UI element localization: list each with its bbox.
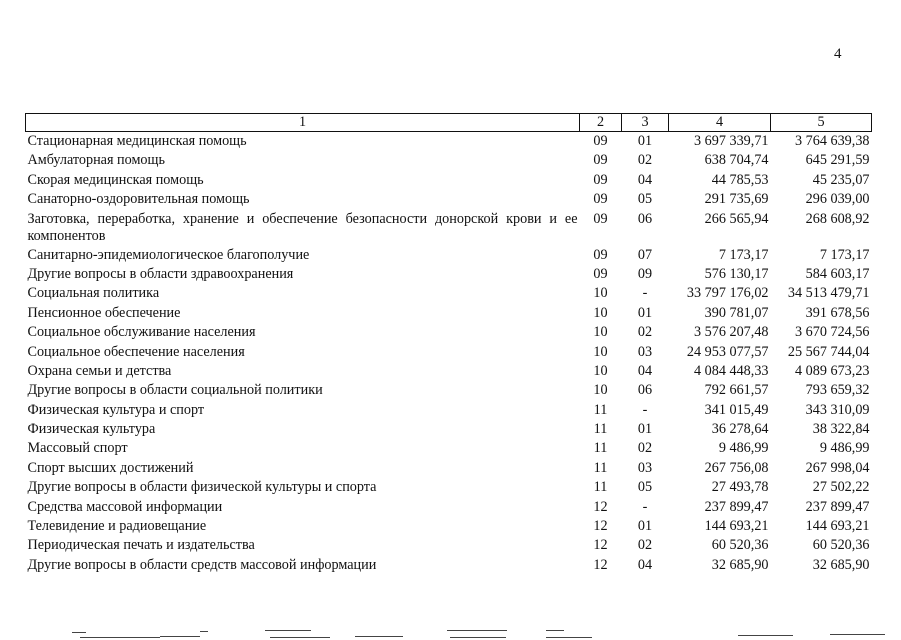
row-value-4: 576 130,17 [704,265,769,282]
row-value-5: 34 513 479,71 [787,285,870,302]
row-name: Физическая культура [27,421,156,438]
row-subsection-code: 05 [637,191,653,208]
row-subsection-code: 01 [637,304,653,321]
column-header-name: 1 [26,114,580,132]
row-name: Социальное обеспечение населения [27,343,245,360]
row-section-code: 10 [593,304,608,321]
table-row [26,478,872,497]
table-row [26,265,872,284]
row-section-code: 09 [593,133,608,149]
row-section-code: 11 [593,421,608,438]
table-row [26,171,872,190]
row-section-code: 09 [593,265,608,282]
budget-table [25,113,872,575]
row-value-5: 3 764 639,38 [795,133,870,149]
row-value-4: 792 661,57 [704,382,769,399]
table-row [26,362,872,381]
table-row [26,401,872,420]
row-value-4: 32 685,90 [711,556,769,573]
row-value-4: 33 797 176,02 [686,285,769,302]
row-section-code: 10 [593,343,608,360]
row-value-5: 296 039,00 [805,191,870,208]
row-name: Периодическая печать и издательства [27,537,255,554]
row-value-5: 45 235,07 [812,171,870,188]
row-value-4: 7 173,17 [718,246,769,263]
row-section-code: 09 [593,171,608,188]
row-value-4: 24 953 077,57 [686,343,769,360]
row-value-4: 237 899,47 [704,498,769,515]
column-header-section: 2 [580,114,622,132]
row-subsection-code: 04 [637,171,653,188]
table-row [26,498,872,517]
row-value-4: 27 493,78 [711,479,769,496]
row-value-5: 237 899,47 [805,498,870,515]
row-value-4: 266 565,94 [704,210,769,227]
row-section-code: 09 [593,191,608,208]
row-name: Другие вопросы в области средств массовой информации [27,556,377,573]
row-section-code: 10 [593,382,608,399]
row-value-5: 32 685,90 [812,556,870,573]
row-name: Массовый спорт [27,440,128,457]
row-name: Средства массовой информации [27,498,223,515]
row-name: Скорая медицинская помощь [27,171,204,188]
page-number: 4 [834,46,842,62]
row-value-5: 268 608,92 [805,210,870,227]
row-name: Стационарная медицинская помощь [27,133,247,149]
row-value-4: 9 486,99 [718,440,769,457]
row-value-4: 44 785,53 [711,171,769,188]
row-value-5: 38 322,84 [812,421,870,438]
row-value-4: 291 735,69 [704,191,769,208]
row-subsection-code: 05 [637,479,653,496]
row-value-4: 4 084 448,33 [694,362,769,379]
row-name: Спорт высших достижений [27,459,194,476]
column-header-subsection: 3 [622,114,669,132]
row-value-4: 638 704,74 [704,152,769,169]
row-subsection-code: - [642,401,648,418]
table-row [26,556,872,575]
row-section-code: 12 [593,556,608,573]
row-value-4: 3 697 339,71 [694,133,769,149]
row-subsection-code: 02 [637,537,653,554]
row-subsection-code: 03 [637,459,653,476]
row-name: Заготовка, переработка, хранение и обеспечение безопасности донорской крови и ее компонентов [27,210,578,244]
column-header-value-5: 5 [771,114,872,132]
row-subsection-code: - [642,498,648,515]
row-value-4: 144 693,21 [704,518,769,535]
row-section-code: 11 [593,459,608,476]
row-value-5: 584 603,17 [805,265,870,282]
row-section-code: 09 [593,152,608,169]
scan-edge-marks [0,628,901,640]
row-value-5: 27 502,22 [812,479,870,496]
table-row [26,304,872,323]
row-value-5: 267 998,04 [805,459,870,476]
row-name: Другие вопросы в области физической культуры и спорта [27,479,377,496]
row-subsection-code: 07 [637,246,653,263]
row-subsection-code: 06 [637,210,653,227]
row-value-5: 9 486,99 [819,440,870,457]
row-subsection-code: 09 [637,265,653,282]
table-row [26,459,872,478]
row-value-5: 4 089 673,23 [795,362,870,379]
row-value-4: 390 781,07 [704,304,769,321]
row-subsection-code: 02 [637,324,653,341]
table-header-row [26,114,872,132]
row-name: Санаторно-оздоровительная помощь [27,191,250,208]
table-row [26,323,872,342]
row-subsection-code: - [642,285,648,302]
row-value-4: 267 756,08 [704,459,769,476]
row-value-4: 60 520,36 [711,537,769,554]
row-name: Другие вопросы в области здравоохранения [27,265,294,282]
table-row [26,536,872,555]
row-name: Социальное обслуживание населения [27,324,256,341]
row-section-code: 11 [593,401,608,418]
row-section-code: 12 [593,498,608,515]
row-value-4: 36 278,64 [711,421,769,438]
row-name: Телевидение и радиовещание [27,518,207,535]
row-section-code: 11 [593,479,608,496]
row-name: Физическая культура и спорт [27,401,205,418]
row-name: Амбулаторная помощь [27,152,165,169]
table-row [26,190,872,209]
row-value-4: 3 576 207,48 [694,324,769,341]
row-name: Социальная политика [27,285,160,302]
row-section-code: 10 [593,362,608,379]
row-section-code: 09 [593,210,608,227]
row-value-5: 793 659,32 [805,382,870,399]
row-subsection-code: 01 [637,421,653,438]
row-section-code: 11 [593,440,608,457]
row-value-5: 3 670 724,56 [795,324,870,341]
row-value-5: 25 567 744,04 [787,343,870,360]
table-row [26,132,872,152]
row-value-5: 144 693,21 [805,518,870,535]
row-value-4: 341 015,49 [704,401,769,418]
table-row [26,517,872,536]
row-name: Другие вопросы в области социальной политики [27,382,323,399]
row-section-code: 10 [593,285,608,302]
table-body [26,132,872,576]
row-subsection-code: 02 [637,152,653,169]
row-subsection-code: 04 [637,362,653,379]
row-value-5: 60 520,36 [812,537,870,554]
row-subsection-code: 04 [637,556,653,573]
row-value-5: 7 173,17 [819,246,870,263]
column-header-value-4: 4 [669,114,771,132]
row-subsection-code: 06 [637,382,653,399]
table-row [26,343,872,362]
row-value-5: 645 291,59 [805,152,870,169]
table-row [26,151,872,170]
row-value-5: 391 678,56 [805,304,870,321]
row-section-code: 10 [593,324,608,341]
row-section-code: 09 [593,246,608,263]
table-row [26,420,872,439]
row-name: Пенсионное обеспечение [27,304,181,321]
row-section-code: 12 [593,518,608,535]
row-subsection-code: 01 [637,518,653,535]
table-row [26,210,872,246]
table-row [26,284,872,303]
table-row [26,439,872,458]
row-subsection-code: 02 [637,440,653,457]
row-subsection-code: 01 [637,133,653,149]
table-row [26,246,872,265]
row-section-code: 12 [593,537,608,554]
table-row [26,381,872,400]
row-name: Охрана семьи и детства [27,362,172,379]
row-value-5: 343 310,09 [805,401,870,418]
row-subsection-code: 03 [637,343,653,360]
row-name: Санитарно-эпидемиологическое благополучие [27,246,310,263]
